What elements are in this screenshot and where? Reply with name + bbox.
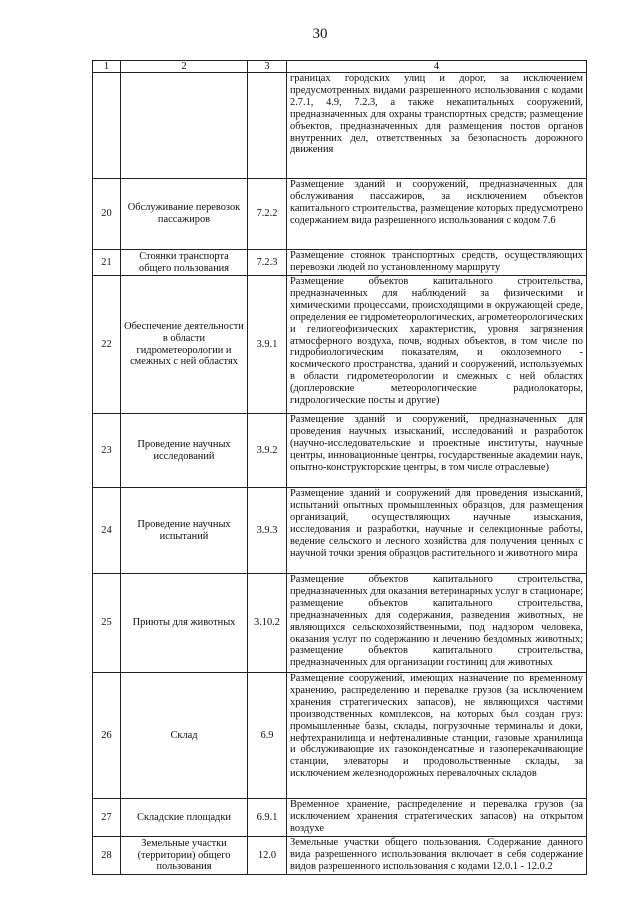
column-header-name: 2	[121, 61, 248, 73]
row-name: Обслуживание перевозок пассажиров	[121, 179, 248, 250]
row-number: 20	[93, 179, 121, 250]
row-description: Размещение зданий и сооружений для проведения изысканий, испытаний опытных промышленных образцов, для размещения организаций, осуществляющих научные изыскания, исследования и разработки, научные и селекционные работы, ведение сельского и лесного хозяйства для получения ценных с научной точки зрения образцов растительного и животного мира	[287, 488, 587, 574]
row-description: Размещение стоянок транспортных средств, осуществляющих перевозки людей по установленному маршруту	[287, 250, 587, 276]
row-name: Проведение научных исследований	[121, 414, 248, 488]
row-name: Обеспечение деятельности в области гидрометеорологии и смежных с ней областях	[121, 276, 248, 414]
row-number: 23	[93, 414, 121, 488]
column-header-code: 3	[248, 61, 287, 73]
row-name: Проведение научных испытаний	[121, 488, 248, 574]
row-code: 7.2.3	[248, 250, 287, 276]
row-description: Размещение объектов капитального строительства, предназначенных для оказания ветеринарных услуг в стационаре; размещение объектов капитального строительства, предназначенных для содержания, разведения животных, не являющихся сельскохозяйственными, под надзором человека, оказания услуг по содержанию и лечению бездомных животных; размещение объектов капитального строительства, предназначенных для организации гостиниц для животных	[287, 574, 587, 673]
row-number: 21	[93, 250, 121, 276]
row-number	[93, 73, 121, 179]
table-row	[93, 414, 587, 488]
column-header-description: 4	[287, 61, 587, 73]
row-code: 3.9.1	[248, 276, 287, 414]
row-name: Земельные участки (территории) общего пользования	[121, 837, 248, 875]
row-name: Склад	[121, 673, 248, 799]
row-number: 27	[93, 799, 121, 837]
row-name: Приюты для животных	[121, 574, 248, 673]
table-row	[93, 673, 587, 799]
table-row	[93, 250, 587, 276]
row-description: Размещение зданий и сооружений, предназначенных для обслуживания пассажиров, за исключением объектов капитального строительства, размещение которых предусмотрено содержанием вида разрешенного использования с кодом 7.6	[287, 179, 587, 250]
table-header-row	[93, 61, 587, 73]
row-number: 24	[93, 488, 121, 574]
table-row	[93, 837, 587, 875]
row-code	[248, 73, 287, 179]
row-code: 12.0	[248, 837, 287, 875]
column-header-number: 1	[93, 61, 121, 73]
row-code: 3.9.2	[248, 414, 287, 488]
row-description: границах городских улиц и дорог, за исключением предусмотренных видами разрешенного использования с кодами 2.7.1, 4.9, 7.2.3, а также некапитальных сооружений, предназначенных для охраны транспортных средств; размещение объектов, предназначенных для размещения постов органов внутренних дел, ответственных за безопасность дорожного движения	[287, 73, 587, 179]
row-description: Временное хранение, распределение и перевалка грузов (за исключением хранения стратегических запасов) на открытом воздухе	[287, 799, 587, 837]
row-code: 6.9.1	[248, 799, 287, 837]
row-description: Размещение зданий и сооружений, предназначенных для проведения научных изысканий, исследований и разработок (научно-исследовательские и проектные институты, научные центры, инновационные центры, государственные академии наук, опытно-конструкторские центры, в том числе отраслевые)	[287, 414, 587, 488]
row-number: 25	[93, 574, 121, 673]
row-number: 26	[93, 673, 121, 799]
land-use-table	[92, 60, 587, 875]
table-row	[93, 276, 587, 414]
row-number: 22	[93, 276, 121, 414]
row-code: 6.9	[248, 673, 287, 799]
page-number: 30	[312, 26, 328, 42]
table-row	[93, 488, 587, 574]
row-description: Земельные участки общего пользования. Содержание данного вида разрешенного использования включает в себя содержание видов разрешенного использования с кодами 12.0.1 - 12.0.2	[287, 837, 587, 875]
row-name: Стоянки транспорта общего пользования	[121, 250, 248, 276]
row-number: 28	[93, 837, 121, 875]
row-code: 3.10.2	[248, 574, 287, 673]
row-name	[121, 73, 248, 179]
row-description: Размещение сооружений, имеющих назначение по временному хранению, распределению и перевалке грузов (за исключением хранения стратегических запасов), не являющихся частями производственных комплексов, на которых был создан груз: промышленные базы, склады, погрузочные терминалы и доки, нефтехранилища и нефтеналивные станции, газовые хранилища и обслуживающие их газоконденсатные и газоперекачивающие станции, элеваторы и продовольственные склады, за исключением железнодорожных перевалочных складов	[287, 673, 587, 799]
row-description: Размещение объектов капитального строительства, предназначенных для наблюдений за физическими и химическими процессами, происходящими в окружающей среде, определения ее гидрометеорологических, агрометеорологических и гелиогеофизических характеристик, уровня загрязнения атмосферного воздуха, почв, водных объектов, в том числе по гидробиологическим показателям, и околоземного - космического пространства, зданий и сооружений, используемых в области гидрометеорологии и смежных с ней областях (доплеровские метеорологические радиолокаторы, гидрологические посты и другие)	[287, 276, 587, 414]
row-name: Складские площадки	[121, 799, 248, 837]
table-row	[93, 73, 587, 179]
row-code: 3.9.3	[248, 488, 287, 574]
table-row	[93, 799, 587, 837]
table-row	[93, 574, 587, 673]
row-code: 7.2.2	[248, 179, 287, 250]
table-row	[93, 179, 587, 250]
